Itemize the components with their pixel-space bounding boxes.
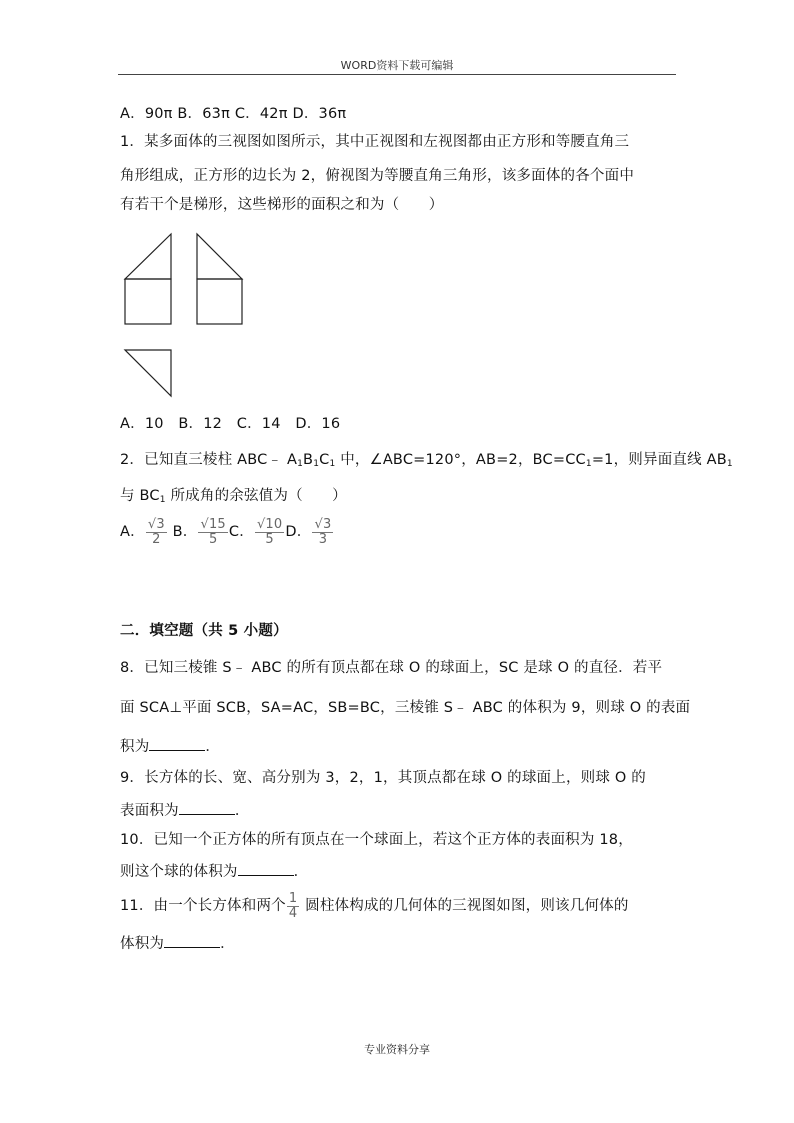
q11-line-2: 体积为 ． <box>120 933 235 954</box>
option-a-fraction: $\frac{√3}{2}$ <box>147 516 165 547</box>
q2-line-2: 与 $BC_1$ 所成角的余弦值为（ ） <box>120 488 347 505</box>
q1-line-2: 角形组成，正方形的边长为 2，俯视图为等腰直角三角形，该多面体的各个面中 <box>120 168 635 184</box>
q10-line-1: 10．已知一个正方体的所有顶点在一个球面上，若这个正方体的表面积为 18， <box>120 832 633 848</box>
q2-options <box>120 514 334 550</box>
option-d-label: D． <box>285 524 312 540</box>
q1-line-1: 1．某多面体的三视图如图所示，其中正视图和左视图都由正方形和等腰直角三 <box>120 134 630 150</box>
q8-line-3: 积为 ． <box>120 736 220 757</box>
answer-blank[interactable] <box>238 861 294 876</box>
answer-blank[interactable] <box>164 933 220 948</box>
side-view-triangle <box>197 234 242 279</box>
answer-blank[interactable] <box>179 800 235 815</box>
q10-line-2: 则这个球的体积为 ． <box>120 861 308 882</box>
q1-options: A．10 B．12 C．14 D．16 <box>120 416 341 432</box>
q9-line-1: 9．长方体的长、宽、高分别为 3，2，1，其顶点都在球 O 的球面上，则球 O 的 <box>120 770 646 786</box>
q1-line-3: 有若干个是梯形，这些梯形的面积之和为（ ） <box>120 197 444 213</box>
q2-line-1: 2．已知直三棱柱 ABC﹣ $A_1B_1C_1$ 中，∠ABC=120°，AB=2，$BC=CC_1=1$，则异面直线 $AB_1$ <box>120 452 733 469</box>
option-b-label: B． <box>167 524 198 540</box>
front-view-triangle <box>125 234 171 279</box>
option-b-fraction: $\frac{√15}{5}$ <box>200 516 226 547</box>
answer-blank[interactable] <box>149 736 205 751</box>
quarter-fraction: $\frac{1}{4}$ <box>288 890 298 921</box>
side-view-square <box>197 279 242 324</box>
page-header: WORD资料下载可编辑 <box>340 59 454 72</box>
q9-line-2: 表面积为 ． <box>120 800 250 821</box>
front-view-square <box>125 279 171 324</box>
q11-line-1: 11．由一个长方体和两个 $\frac{1}{4}$ 圆柱体构成的几何体的三视图如图，则该几何体的 <box>120 890 629 921</box>
option-c-fraction: $\frac{√10}{5}$ <box>256 516 283 547</box>
section-title: 二．填空题（共 5 小题） <box>120 623 288 639</box>
option-c-label: C． <box>228 524 254 540</box>
top-view-triangle <box>125 350 171 396</box>
header-divider <box>118 74 676 75</box>
option-d-fraction: $\frac{√3}{3}$ <box>314 516 332 547</box>
option-a-label: A． <box>120 524 145 540</box>
q8-line-1: 8．已知三棱锥 S﹣ ABC 的所有顶点都在球 O 的球面上，SC 是球 O 的直径．若平 <box>120 660 663 676</box>
previous-question-options: A．90π B．63π C．42π D．36π <box>120 106 347 122</box>
three-view-figure <box>118 228 248 400</box>
page-footer: 专业资料分享 <box>364 1043 430 1056</box>
q8-line-2: 面 SCA⊥平面 SCB，SA=AC，SB=BC，三棱锥 S﹣ ABC 的体积为 9，则球 O 的表面 <box>120 700 691 716</box>
